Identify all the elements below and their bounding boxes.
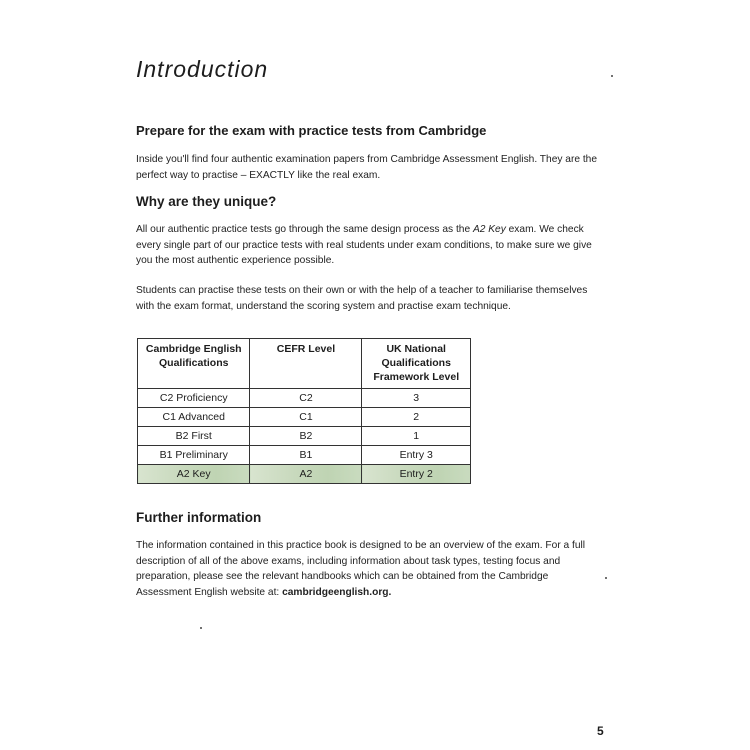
paragraph-students: Students can practise these tests on their own or with the help of a teacher to familiarise themselves with the exam format, understand the scoring system and practise exam technique. <box>136 285 588 312</box>
cell-qualification: C2 Proficiency <box>138 389 250 408</box>
heading-further: Further information <box>136 510 262 525</box>
paragraph-unique-end: exam. We check every single part of our practice tests with real students under exam conditions, to make sure we give you the most authentic experience possible. <box>136 224 592 266</box>
header-qualifications: Cambridge English Qualifications <box>138 339 250 389</box>
cell-qualification: B2 First <box>138 427 250 446</box>
paragraph-further <box>136 538 606 600</box>
table-header-row <box>138 339 471 389</box>
cell-uk-level: 3 <box>362 389 471 408</box>
cell-uk-level: 2 <box>362 408 471 427</box>
page-number: 5 <box>597 724 604 738</box>
paragraph-further-text: The information contained in this practice book is designed to be an overview of the exam. For a full description of all of the above exams, including information about task types, testing focus and preparation, please see the relevant handbooks which can be obtained from the Cambridge Assessment English website at: <box>136 540 586 598</box>
scan-speck <box>605 577 607 579</box>
table-row <box>138 389 471 408</box>
cell-cefr: C1 <box>250 408 362 427</box>
cell-qualification: B1 Preliminary <box>138 446 250 465</box>
heading-prepare: Prepare for the exam with practice tests from Cambridge <box>136 123 487 138</box>
cell-uk-level: Entry 3 <box>362 446 471 465</box>
cell-cefr: A2 <box>250 465 362 484</box>
heading-unique: Why are they unique? <box>136 194 277 209</box>
table-row <box>138 408 471 427</box>
page-title: Introduction <box>136 56 269 82</box>
cell-cefr: B1 <box>250 446 362 465</box>
scan-speck <box>200 627 202 629</box>
cell-qualification: A2 Key <box>138 465 250 484</box>
cell-uk-level: 1 <box>362 427 471 446</box>
table-row-highlighted <box>138 465 471 484</box>
paragraph-unique-start: All our authentic practice tests go through the same design process as the <box>136 224 473 235</box>
cell-qualification: C1 Advanced <box>138 408 250 427</box>
website-link[interactable]: cambridgeenglish.org. <box>282 586 392 598</box>
header-cefr: CEFR Level <box>250 339 362 389</box>
cell-cefr: C2 <box>250 389 362 408</box>
paragraph-inside: Inside you'll find four authentic examination papers from Cambridge Assessment English. They are the perfect way to practise – EXACTLY like the real exam. <box>136 154 598 181</box>
exam-name-italic: A2 Key <box>472 224 506 235</box>
cell-uk-level: Entry 2 <box>362 465 471 484</box>
table-row <box>138 427 471 446</box>
scan-speck <box>611 75 613 77</box>
paragraph-unique <box>136 222 606 269</box>
qualifications-table <box>137 338 471 484</box>
header-uk-framework: UK National Qualifications Framework Level <box>362 339 471 389</box>
cell-cefr: B2 <box>250 427 362 446</box>
table-row <box>138 446 471 465</box>
